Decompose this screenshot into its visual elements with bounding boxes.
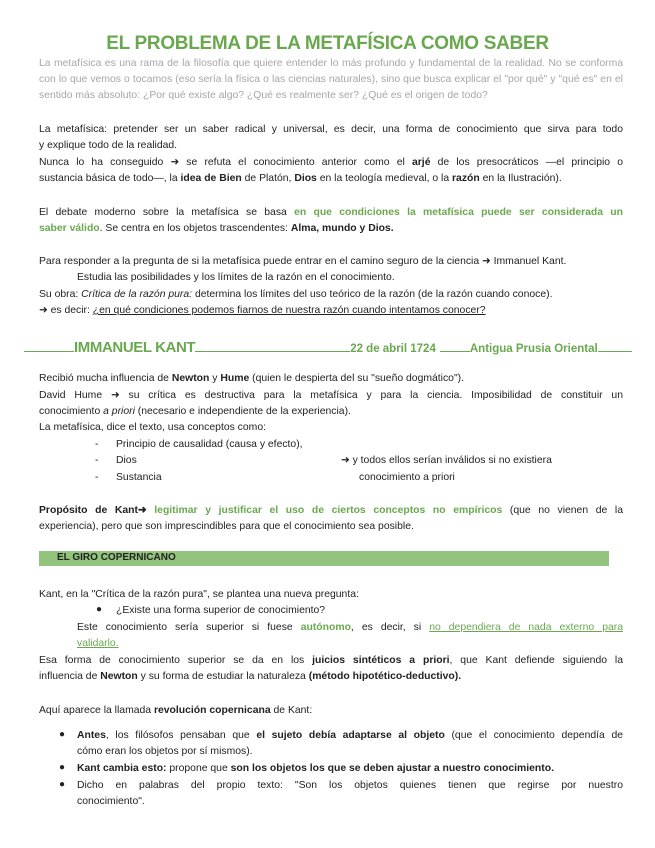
p1-line-1: La metafísica: pretender ser un saber radical y universal, es decir, una forma de conocimiento que sirva para todo (39, 124, 623, 135)
p3-line-2: Estudia las posibilidades y los límites de la razón en el conocimiento. (77, 272, 395, 283)
p8-line-1: Aquí aparece la llamada revolución copernicana de Kant: (39, 705, 313, 716)
bullet-antes-line-2: cómo eran los objetos por sí mismos). (77, 746, 253, 757)
p6-line-1: Kant, en la "Crítica de la razón pura", se plantea una nueva pregunta: (39, 589, 359, 600)
concept-item-3: Sustancia (116, 472, 162, 483)
p7-line-2: influencia de Newton y su forma de estudiar la naturaleza (método hipotético-deductivo). (39, 671, 462, 682)
intro-line-3: sentido más absoluto: ¿Por qué existe algo? ¿Qué es realmente ser? ¿Qué es el origen de todo? (39, 90, 488, 101)
list-dash: - (95, 472, 99, 483)
bullet: ● (96, 604, 103, 615)
intro-line-1: La metafísica es una rama de la filosofía que quiere entender lo más profundo y fundamental de la realidad. No se conforma (39, 58, 623, 69)
list-dash: - (95, 439, 99, 450)
kant-header (24, 340, 624, 357)
kant-birth-date: 22 de abril 1724 (350, 343, 436, 355)
section-header-giro-copernicano (39, 551, 609, 566)
bullet-cita-line-1: Dicho en palabras del propio texto: "Son los objetos quienes tienen que regirse por nuestro (77, 780, 623, 791)
bullet: ● (59, 779, 66, 790)
bullet: ● (59, 729, 66, 740)
p4-line-3: conocimiento a priori (necesario e independiente de la experiencia). (39, 406, 351, 417)
p3-line-3: Su obra: Crítica de la razón pura: determina los límites del uso teórico de la razón (de la razón cuando conoce). (39, 289, 553, 300)
p3-line-4: ➜ es decir: ¿en qué condiciones podemos fiarnos de nuestra razón cuando intentamos conocer? (39, 305, 486, 316)
p1-line-3: Nunca lo ha conseguido ➜ se refuta el conocimiento anterior como el arjé de los presocráticos —el principio o (39, 157, 623, 168)
p7-line-1: Esa forma de conocimiento superior se da en los juicios sintéticos a priori, que Kant defiende siguiendo la (39, 655, 623, 666)
page-title: EL PROBLEMA DE LA METAFÍSICA COMO SABER (106, 33, 549, 54)
rule (195, 350, 350, 352)
concept-item-1: Principio de causalidad (causa y efecto), (116, 439, 303, 450)
p2-line-1: El debate moderno sobre la metafísica se basa en que condiciones la metafísica puede ser considerada un (39, 207, 624, 218)
question-item: ¿Existe una forma superior de conocimiento? (116, 605, 326, 616)
section-title: EL GIRO COPERNICANO (57, 552, 176, 563)
p5-line-2: experiencia), pero que son imprescindibles para que el conocimiento sea posible. (39, 521, 414, 532)
bullet-cita-line-2: conocimiento". (77, 796, 145, 807)
p1-line-4: sustancia básica de todo—, la idea de Bien de Platón, Dios en la teología medieval, o la razón en la Ilustración). (39, 173, 562, 184)
p2-line-2: saber válido. Se centra en los objetos trascendentes: Alma, mundo y Dios. (39, 223, 394, 234)
p6-line-2: Este conocimiento sería superior si fuese autónomo, es decir, si no dependiera de nada externo para (77, 622, 623, 633)
rule (440, 350, 470, 352)
p4-line-1: Recibió mucha influencia de Newton y Hume (quien le despierta del su "sueño dogmático"). (39, 373, 464, 384)
p5-line-1: Propósito de Kant➜ legitimar y justificar el uso de ciertos conceptos no empíricos (que no vienen de la (39, 505, 623, 516)
bullet-kant-cambia: Kant cambia esto: propone que son los objetos los que se deben ajustar a nuestro conocimiento. (77, 763, 554, 774)
concept-item-2: Dios (116, 455, 137, 466)
kant-name: IMMANUEL KANT (74, 339, 196, 356)
bullet-antes-line-1: Antes, los filósofos pensaban que el sujeto debía adaptarse al objeto (que el conocimiento dependía de (77, 730, 623, 741)
bullet: ● (59, 762, 66, 773)
kant-birth-place: Antigua Prusia Oriental (469, 343, 598, 355)
p6-line-3: validarlo. (77, 638, 119, 649)
concepts-note-1: ➜ y todos ellos serían inválidos si no existiera (341, 455, 552, 466)
p4-line-2: David Hume ➜ su crítica es destructiva para la metafísica y para la ciencia. Imposibilidad de constituir un (39, 390, 623, 401)
rule (24, 350, 74, 352)
p4-line-4: La metafísica, dice el texto, usa conceptos como: (39, 422, 266, 433)
p3-line-1: Para responder a la pregunta de si la metafísica puede entrar en el camino seguro de la ciencia ➜ Immanuel Kant. (39, 256, 567, 267)
list-dash: - (95, 455, 99, 466)
p1-line-2: y explique todo de la realidad. (39, 140, 178, 151)
rule (598, 350, 632, 352)
concepts-note-2: conocimiento a priori (359, 472, 455, 483)
intro-line-2: con lo que vemos o tocamos (eso sería la física o las ciencias naturales), sino que busca explicar el "por qué" y "qué es" en el (39, 74, 623, 85)
